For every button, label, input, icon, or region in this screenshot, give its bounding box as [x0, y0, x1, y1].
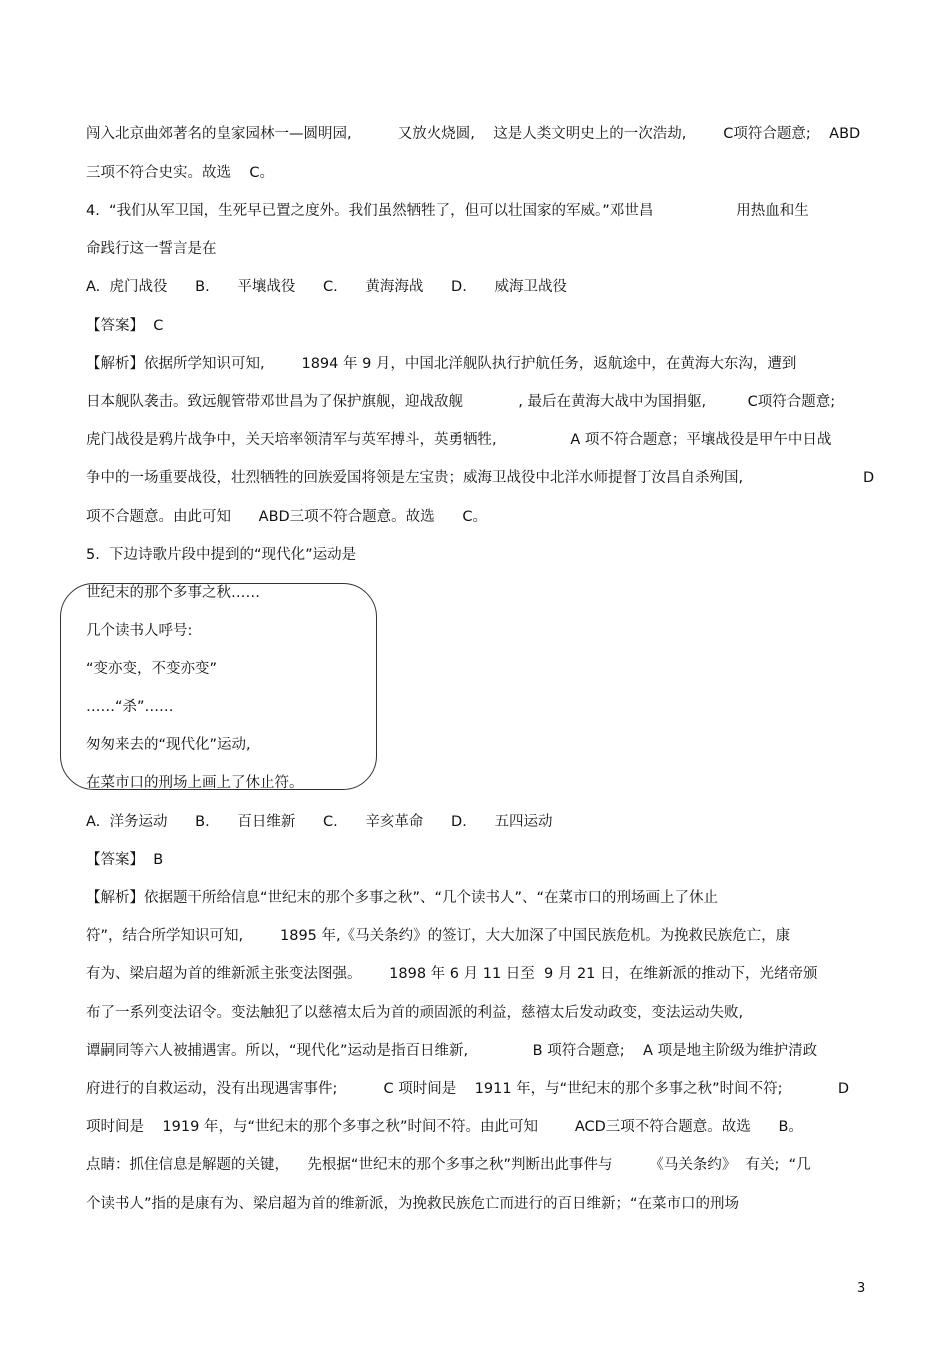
text-line: 虎门战役是鸦片战争中，关天培率领清军与英军搏斗，英勇牺牲, A 项不符合题意；平壤战役是甲午中日战	[86, 432, 832, 448]
text-line: 符”，结合所学知识可知, 1895 年,《马关条约》的签订，大大加深了中国民族危机。为挽救民族危亡，康	[86, 928, 791, 944]
text-line: 谭嗣同等六人被捕遇害。所以，“现代化”运动是指百日维新, B 项符合题意; A 项是地主阶级为维护清政	[86, 1043, 818, 1059]
text-line: 世纪末的那个多事之秋……	[86, 585, 260, 601]
text-line: 【答案】 B	[86, 852, 164, 868]
text-line: 【解析】依据题干所给信息“世纪末的那个多事之秋”、“几个读书人”、“在菜市口的刑场画上了休止	[86, 890, 719, 906]
text-line: 府进行的自救运动，没有出现遇害事件; C 项时间是 1911 年，与“世纪末的那个多事之秋”时间不符; D	[86, 1081, 850, 1097]
text-line: 【解析】依据所学知识可知, 1894 年 9 月，中国北洋舰队执行护航任务，返航途中，在黄海大东沟，遭到	[86, 356, 797, 372]
text-line: 【答案】 C	[86, 318, 164, 334]
text-line: ……“杀”……	[86, 699, 174, 715]
text-line: 点睛：抓住信息是解题的关键， 先根据“世纪末的那个多事之秋”判断出此事件与 《马关条约》 有关; “几	[86, 1157, 811, 1173]
text-line: 三项不符合史实。故选 C。	[86, 165, 275, 181]
page-number: 3	[857, 1281, 866, 1296]
text-line: 在菜市口的刑场上画上了休止符。	[86, 775, 304, 791]
text-line: A. 虎门战役 B. 平壤战役 C. 黄海海战 D. 威海卫战役	[86, 279, 567, 295]
text-line: A. 洋务运动 B. 百日维新 C. 辛亥革命 D. 五四运动	[86, 814, 553, 830]
text-line: “变亦变，不变亦变”	[86, 661, 218, 677]
text-line: 有为、梁启超为首的维新派主张变法图强。 1898 年 6 月 11 日至 9 月 21 日，在维新派的推动下，光绪帝颁	[86, 966, 818, 982]
text-line: 匆匆来去的“现代化”运动,	[86, 737, 251, 753]
text-line: 4. “我们从军卫国，生死早已置之度外。我们虽然牺牲了，但可以壮国家的军威。”邓世昌 用热血和生	[86, 203, 809, 219]
text-line: 命践行这一誓言是在	[86, 241, 217, 257]
text-line: 5. 下边诗歌片段中提到的“现代化”运动是	[86, 547, 357, 563]
text-line: 争中的一场重要战役，壮烈牺牲的回族爱国将领是左宝贵；威海卫战役中北洋水师提督丁汝昌自杀殉国, D	[86, 470, 875, 486]
text-line: 布了一系列变法诏令。变法触犯了以慈禧太后为首的顽固派的利益，慈禧太后发动政变，变法运动失败,	[86, 1005, 744, 1021]
text-line: 闯入北京曲郊著名的皇家园林一—圆明园, 又放火烧圆, 这是人类文明史上的一次浩劫, C项符合题意; ABD	[86, 126, 861, 142]
text-line: 个读书人”指的是康有为、梁启超为首的维新派，为挽救民族危亡而进行的百日维新；“在菜市口的刑场	[86, 1196, 740, 1212]
poem-frame	[60, 583, 377, 790]
text-line: 几个读书人呼号:	[86, 623, 193, 639]
text-line: 日本舰队袭击。致远舰管带邓世昌为了保护旗舰，迎战敌舰 , 最后在黄海大战中为国捐躯, C项符合题意;	[86, 394, 836, 410]
text-line: 项时间是 1919 年，与“世纪末的那个多事之秋”时间不符。由此可知 ACD三项不符合题意。故选 B。	[86, 1119, 803, 1135]
text-line: 项不合题意。由此可知 ABD三项不符合题意。故选 C。	[86, 509, 487, 525]
